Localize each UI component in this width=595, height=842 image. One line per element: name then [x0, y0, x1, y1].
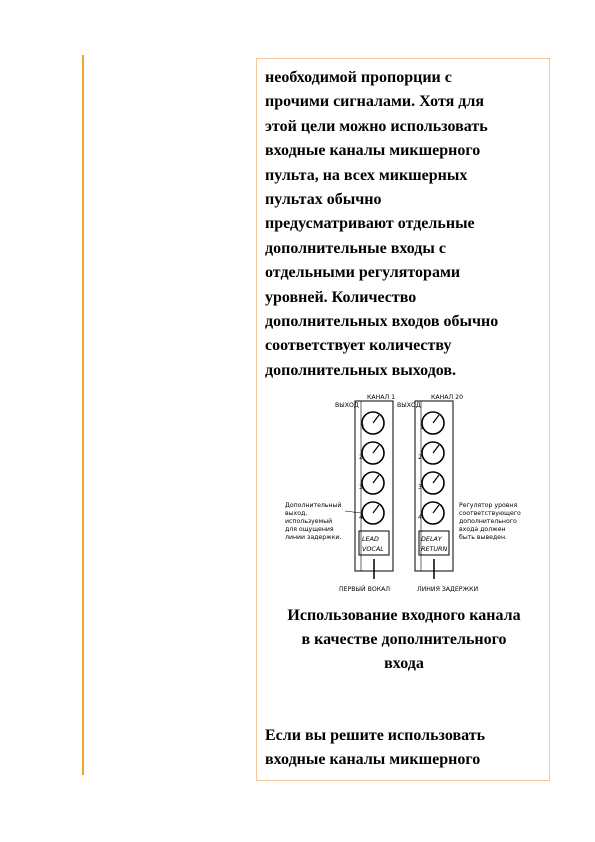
text-column	[256, 58, 550, 781]
knob-number-4: 4	[359, 514, 363, 521]
knob-number-1: 1	[361, 424, 365, 431]
svg-text:выход,: выход,	[285, 510, 308, 517]
channel-1-label: КАНАЛ 1	[367, 394, 396, 401]
strip-1-label-line-1: LEAD	[362, 535, 379, 543]
svg-text:Регулятор уровня: Регулятор уровня	[459, 502, 518, 509]
channel-20-label: КАНАЛ 20	[431, 394, 464, 401]
bottom-label-1: ПЕРВЫЙ ВОКАЛ	[339, 586, 390, 593]
paragraph-bottom: Если вы решите использовать входные каналы микшерного	[265, 727, 486, 769]
svg-text:линии задержки.: линии задержки.	[285, 534, 342, 541]
knob-number-3b: 3	[418, 484, 422, 491]
figure-caption: Использование входного канала в качестве дополнительного входа	[287, 607, 521, 672]
knob-number-4b: 4	[418, 514, 422, 521]
svg-text:соответствующего: соответствующего	[459, 510, 521, 517]
bottom-label-20: ЛИНИЯ ЗАДЕРЖКИ	[417, 586, 479, 593]
svg-text:используемый: используемый	[285, 518, 333, 525]
knob-number-1b: 1	[420, 424, 424, 431]
output-label-20: ВЫХОД	[397, 402, 421, 409]
margin-rule	[82, 55, 84, 775]
strip-20-label-line-2: RETURN	[421, 545, 448, 553]
mixer-channel-figure	[281, 389, 525, 601]
knob-number-2b: 2	[418, 454, 422, 461]
strip-20-label-line-1: DELAY	[421, 535, 442, 543]
paragraph-top: необходимой пропорции с прочими сигналами. Хотя для этой цели можно использовать входные каналы микшерного пульта, на всех микшерных пультах обычно предусматривают отдельные дополнительные входы с отдельными регуляторами уровней. Количество дополнительных входов обычно соответствует количеству дополнительных выходов.	[265, 69, 499, 379]
knob-number-2: 2	[359, 454, 363, 461]
svg-text:для ощущения: для ощущения	[285, 526, 334, 533]
svg-text:дополнительного: дополнительного	[459, 518, 517, 525]
output-label-1: ВЫХОД	[335, 402, 359, 409]
right-note	[459, 502, 521, 541]
svg-text:быть выведен.: быть выведен.	[459, 534, 508, 541]
strip-1-label-line-2: VOCAL	[362, 545, 384, 553]
knob-number-3: 3	[359, 484, 363, 491]
svg-text:входа должен: входа должен	[459, 526, 506, 533]
svg-text:Дополнительный: Дополнительный	[285, 502, 342, 509]
left-note	[285, 501, 341, 541]
